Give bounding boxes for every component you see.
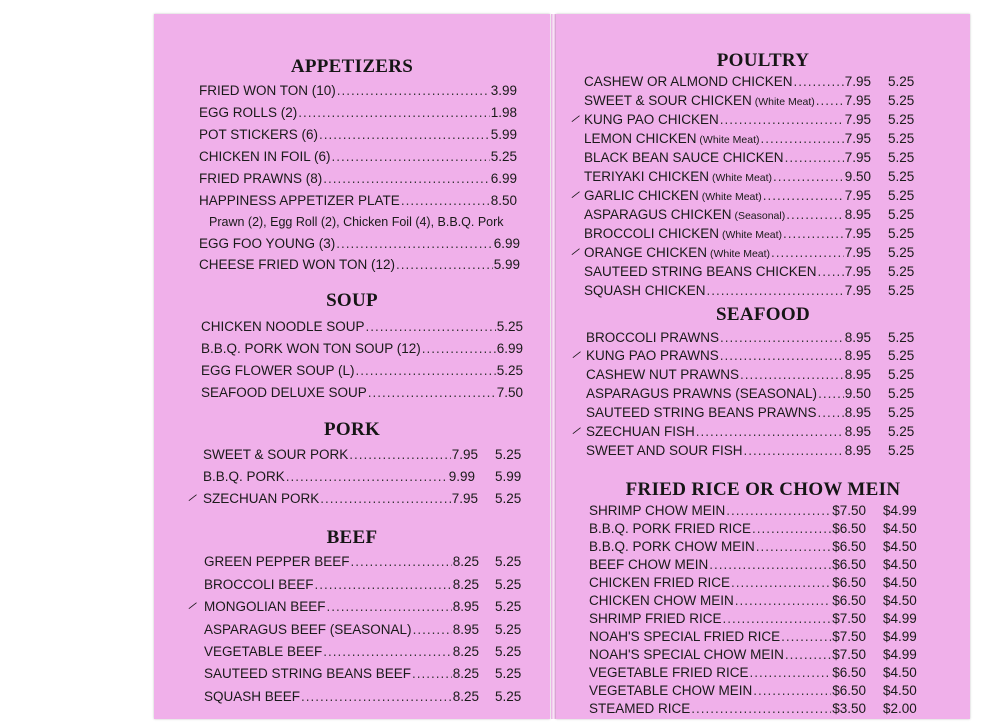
section-heading-fried-rice: FRIED RICE OR CHOW MEIN	[625, 479, 901, 500]
menu-item: EGG FOO YOUNG (3) ..... 6.99	[199, 236, 520, 255]
small-price: 5.25	[495, 689, 522, 704]
menu-item: SZECHUAN FISH ..... 8.95	[586, 424, 871, 443]
menu-item: HAPPINESS APPETIZER PLATE ..... 8.50	[199, 193, 517, 212]
small-price: 5.25	[495, 491, 522, 506]
small-price: $4.50	[883, 683, 917, 698]
menu-item: BEEF CHOW MEIN ..... $6.50	[589, 557, 866, 576]
menu-item: VEGETABLE BEEF ..... 8.25	[204, 644, 479, 663]
menu-item: MONGOLIAN BEEF ..... 8.95	[204, 599, 479, 618]
small-price: $4.50	[883, 539, 917, 554]
menu-item: B.B.Q. PORK WON TON SOUP (12) ..... 6.99	[201, 341, 523, 360]
small-price: 5.25	[888, 150, 915, 165]
small-price: 5.25	[888, 74, 915, 89]
menu-item: FRIED PRAWNS (8) ..... 6.99	[199, 171, 517, 190]
small-price: 5.25	[495, 599, 522, 614]
menu-item: ORANGE CHICKEN (White Meat) ..... 7.95	[584, 245, 871, 264]
section-heading-pork: PORK	[323, 419, 381, 440]
menu-item: CHICKEN IN FOIL (6) ..... 5.25	[199, 149, 517, 168]
menu-item: CHEESE FRIED WON TON (12) ..... 5.99	[199, 257, 520, 276]
chili-pepper-icon: ⁄	[573, 348, 581, 362]
section-heading-appetizers: APPETIZERS	[290, 56, 414, 77]
menu-item: SEAFOOD DELUXE SOUP ..... 7.50	[201, 385, 523, 404]
small-price: 5.25	[495, 447, 522, 462]
menu-item: NOAH'S SPECIAL CHOW MEIN ..... $7.50	[589, 647, 866, 666]
menu-item: ASPARAGUS CHICKEN (Seasonal) ..... 8.95	[584, 207, 871, 226]
menu-item: SAUTEED STRING BEANS PRAWNS ..... 8.95	[586, 405, 871, 424]
small-price: 5.25	[888, 264, 915, 279]
chili-pepper-icon: ⁄	[572, 112, 580, 126]
menu-item: SHRIMP FRIED RICE ..... $7.50	[589, 611, 866, 630]
menu-page-left	[154, 14, 550, 719]
menu-item: B.B.Q. PORK CHOW MEIN ..... $6.50	[589, 539, 866, 558]
menu-item: GARLIC CHICKEN (White Meat) ..... 7.95	[584, 188, 871, 207]
small-price: 5.25	[888, 169, 915, 184]
menu-item: FRIED WON TON (10) ..... 3.99	[199, 83, 517, 102]
menu-item: SAUTEED STRING BEANS CHICKEN ..... 7.95	[584, 264, 871, 283]
menu-page-right	[556, 14, 970, 719]
small-price: 5.25	[888, 207, 915, 222]
chili-pepper-icon: ⁄	[572, 245, 580, 259]
menu-item: VEGETABLE FRIED RICE ..... $6.50	[589, 665, 866, 684]
menu-item: BLACK BEAN SAUCE CHICKEN ..... 7.95	[584, 150, 871, 169]
menu-item: BROCCOLI PRAWNS ..... 8.95	[586, 330, 871, 349]
menu-item: B.B.Q. PORK ..... 9.99	[203, 469, 475, 488]
menu-item: KUNG PAO CHICKEN ..... 7.95	[584, 112, 871, 131]
menu-item: CHICKEN FRIED RICE ..... $6.50	[589, 575, 866, 594]
small-price: $4.99	[883, 611, 917, 626]
menu-item: SWEET & SOUR CHICKEN (White Meat) ..... 7.95	[584, 93, 871, 112]
chili-pepper-icon: ⁄	[189, 491, 197, 505]
menu-item: NOAH'S SPECIAL FRIED RICE ..... $7.50	[589, 629, 866, 648]
menu-item: ASPARAGUS BEEF (SEASONAL) ..... 8.95	[204, 622, 479, 641]
menu-item: SHRIMP CHOW MEIN ..... $7.50	[589, 503, 866, 522]
small-price: 5.25	[888, 93, 915, 108]
menu-item: SQUASH CHICKEN ..... 7.95	[584, 283, 871, 302]
small-price: 5.25	[888, 330, 915, 345]
menu-item: CASHEW NUT PRAWNS ..... 8.95	[586, 367, 871, 386]
menu-item: BROCCOLI BEEF ..... 8.25	[204, 577, 479, 596]
chili-pepper-icon: ⁄	[573, 424, 581, 438]
small-price: $4.50	[883, 521, 917, 536]
small-price: $4.99	[883, 629, 917, 644]
small-price: 5.25	[495, 644, 522, 659]
menu-item: STEAMED RICE ..... $3.50	[589, 701, 866, 719]
menu-item: SZECHUAN PORK ..... 7.95	[203, 491, 478, 510]
section-heading-beef: BEEF	[326, 527, 378, 548]
menu-item: SQUASH BEEF ..... 8.25	[204, 689, 479, 708]
menu-item: SWEET AND SOUR FISH ..... 8.95	[586, 443, 871, 462]
small-price: $2.00	[883, 701, 917, 716]
menu-item: KUNG PAO PRAWNS ..... 8.95	[586, 348, 871, 367]
section-heading-soup: SOUP	[326, 290, 378, 311]
menu-item: CASHEW OR ALMOND CHICKEN ..... 7.95	[584, 74, 871, 93]
menu-item: LEMON CHICKEN (White Meat) ..... 7.95	[584, 131, 871, 150]
small-price: 5.25	[495, 577, 522, 592]
small-price: 5.25	[495, 622, 522, 637]
small-price: $4.50	[883, 557, 917, 572]
small-price: 5.99	[495, 469, 522, 484]
menu-item: BROCCOLI CHICKEN (White Meat) ..... 7.95	[584, 226, 871, 245]
small-price: 5.25	[888, 131, 915, 146]
menu-item: POT STICKERS (6) ..... 5.99	[199, 127, 517, 146]
chili-pepper-icon: ⁄	[189, 599, 197, 613]
menu-item: GREEN PEPPER BEEF ..... 8.25	[204, 554, 479, 573]
menu-item: SAUTEED STRING BEANS BEEF ..... 8.25	[204, 666, 479, 685]
small-price: $4.50	[883, 665, 917, 680]
small-price: 5.25	[888, 367, 915, 382]
section-heading-poultry: POULTRY	[716, 50, 810, 71]
menu-item: B.B.Q. PORK FRIED RICE ..... $6.50	[589, 521, 866, 540]
menu-item: ASPARAGUS PRAWNS (SEASONAL) ..... 9.50	[586, 386, 871, 405]
menu-item: EGG FLOWER SOUP (L) ..... 5.25	[201, 363, 523, 382]
menu-item: VEGETABLE CHOW MEIN ..... $6.50	[589, 683, 866, 702]
small-price: 5.25	[888, 405, 915, 420]
small-price: 5.25	[888, 443, 915, 458]
small-price: $4.50	[883, 593, 917, 608]
plate-description: Prawn (2), Egg Roll (2), Chicken Foil (4), B.B.Q. Pork	[209, 215, 504, 229]
section-heading-seafood: SEAFOOD	[716, 304, 810, 325]
menu-item: CHICKEN NOODLE SOUP ..... 5.25	[201, 319, 523, 338]
menu-item: CHICKEN CHOW MEIN ..... $6.50	[589, 593, 866, 612]
small-price: 5.25	[888, 226, 915, 241]
small-price: 5.25	[888, 112, 915, 127]
chili-pepper-icon: ⁄	[572, 188, 580, 202]
small-price: 5.25	[888, 188, 915, 203]
small-price: $4.50	[883, 575, 917, 590]
small-price: $4.99	[883, 503, 917, 518]
menu-item: TERIYAKI CHICKEN (White Meat) ..... 9.50	[584, 169, 871, 188]
small-price: 5.25	[495, 554, 522, 569]
small-price: 5.25	[888, 283, 915, 298]
small-price: 5.25	[888, 348, 915, 363]
menu-item: SWEET & SOUR PORK ..... 7.95	[203, 447, 478, 466]
small-price: $4.99	[883, 647, 917, 662]
small-price: 5.25	[888, 424, 915, 439]
menu-item: EGG ROLLS (2) ..... 1.98	[199, 105, 517, 124]
small-price: 5.25	[888, 245, 915, 260]
small-price: 5.25	[495, 666, 522, 681]
small-price: 5.25	[888, 386, 915, 401]
